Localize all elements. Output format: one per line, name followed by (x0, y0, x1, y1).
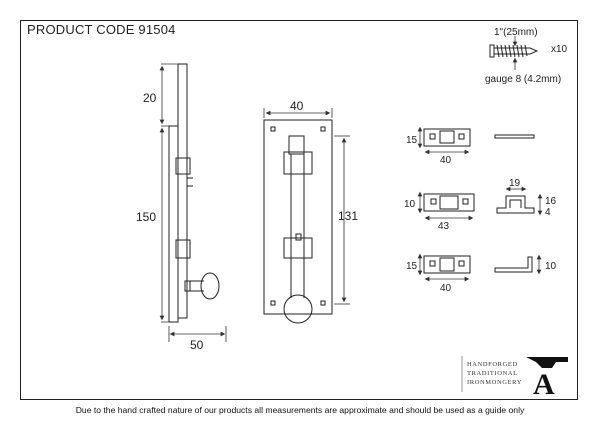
front-knob (284, 295, 312, 323)
side-depth-dim: 50 (190, 338, 204, 352)
cranked-keep-side (495, 257, 532, 272)
keep1-width-dim: 40 (440, 155, 452, 166)
brand-line-3: IRONMONGERY (467, 379, 522, 386)
raised-keep-side (497, 196, 534, 213)
front-lower-guide (284, 238, 312, 258)
flat-keep-drawing (424, 129, 534, 146)
keep1-height-dim: 15 (406, 135, 418, 146)
brand-line-2: TRADITIONAL (467, 370, 518, 377)
keep2-height-dim: 10 (404, 199, 416, 210)
keep3-side-height-dim: 10 (545, 261, 557, 272)
side-knob (201, 273, 219, 299)
keep2-side-depth-dim: 4 (545, 207, 551, 218)
side-top-dim: 20 (143, 91, 157, 105)
front-view (264, 120, 332, 323)
front-backplate (264, 120, 332, 314)
screw-gauge: gauge 8 (4.2mm) (485, 74, 562, 85)
side-height-dim: 150 (136, 210, 157, 224)
footer-note: Due to the hand crafted nature of our products all measurements are approximate and should be used as a guide only (75, 405, 525, 415)
side-backplate (169, 126, 178, 322)
product-code: PRODUCT CODE 91504 (27, 22, 176, 37)
logo-letter: A (533, 368, 555, 401)
brand-line-1: HANDFORGED (467, 361, 518, 368)
front-top-guide (284, 152, 312, 174)
screw-drawing (490, 45, 537, 57)
keep2-side-height-dim: 16 (545, 196, 557, 207)
anvil-logo-icon (526, 357, 568, 401)
keep3-width-dim: 40 (440, 283, 452, 294)
front-bolt-tip (289, 136, 304, 154)
flat-keep-side (495, 135, 534, 138)
screw-quantity: x10 (551, 44, 568, 55)
front-length-dim: 131 (338, 209, 359, 223)
keep2-side-width-dim: 19 (509, 178, 521, 189)
keep3-height-dim: 15 (406, 261, 418, 272)
cranked-keep-drawing (424, 256, 532, 273)
keep2-width-dim: 43 (438, 221, 450, 232)
raised-keep-drawing (424, 194, 534, 213)
side-bolt-rod (178, 64, 187, 318)
side-view (169, 64, 219, 322)
front-width-dim: 40 (290, 99, 304, 113)
screw-length: 1"(25mm) (494, 27, 538, 38)
